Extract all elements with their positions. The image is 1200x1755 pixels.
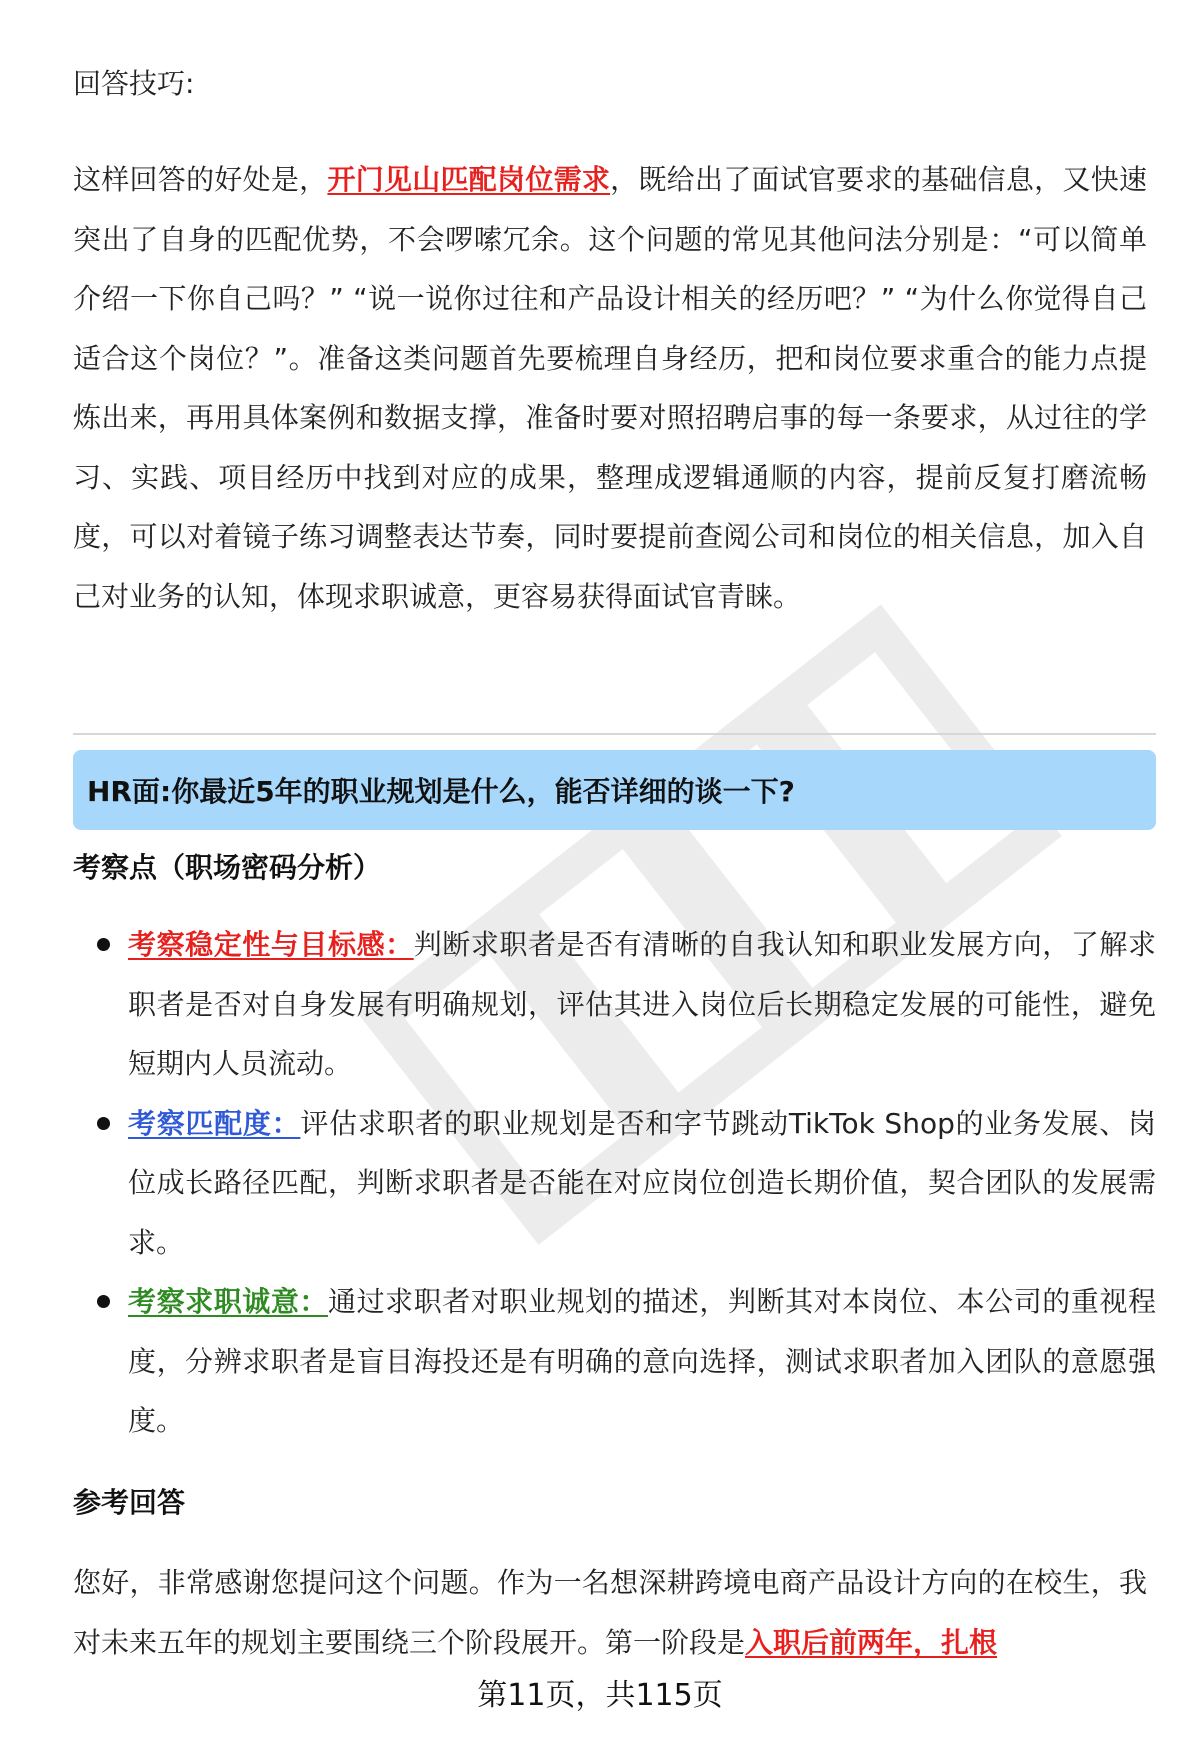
bullet-icon (97, 1295, 110, 1308)
page-number: 第11页，共115页 (477, 1678, 723, 1713)
question-banner (73, 750, 1156, 830)
bullet-icon (97, 1117, 110, 1130)
exam-point-text: 判断求职者是否有清晰的自我认知和职业发展方向，了解求职者是否对自身发展有明确规划，评估其进入岗位后长期稳定发展的可能性，避免短期内人员流动。 (128, 928, 1156, 1080)
bullet-icon (97, 938, 110, 951)
section-divider (73, 733, 1156, 735)
paragraph-rest: ，既给出了面试官要求的基础信息，又快速突出了自身的匹配优势，不会啰嗦冗余。这个问题的常见其他问法分别是：“可以简单介绍一下你自己吗？” “说一说你过往和产品设计相关的经历吧？” “为什么你觉得自己适合这个岗位？”。准备这类问题首先要梳理自身经历，把和岗位要求重合的能力点提炼出来，再用具体案例和数据支撑，准备时要对照招聘启事的每一条要求，从过往的学习、实践、项目经历中找到对应的成果，整理成逻辑通顺的内容，提前反复打磨流畅度，可以对着镜子练习调整表达节奏，同时要提前查阅公司和岗位的相关信息，加入自己对业务的认知，体现求职诚意，更容易获得面试官青睐。 (73, 163, 1147, 613)
exam-point-text: 评估求职者的职业规划是否和字节跳动TikTok Shop的业务发展、岗位成长路径匹配，判断求职者是否能在对应岗位创造长期价值，契合团队的发展需求。 (128, 1106, 1156, 1259)
exam-point-label: 考察求职诚意： (128, 1285, 328, 1318)
answer-tips-paragraph (73, 150, 1147, 626)
list-item (73, 915, 1156, 1094)
highlight-match-requirements: 开门见山匹配岗位需求 (327, 163, 611, 196)
answer-tips-label: 回答技巧: (73, 67, 195, 100)
exam-points-heading: 考察点（职场密码分析） (73, 851, 382, 884)
highlight-first-two-years: 入职后前两年，扎根 (745, 1625, 998, 1659)
list-item (73, 1272, 1156, 1451)
exam-point-label: 考察稳定性与目标感： (128, 928, 414, 961)
paragraph-lead: 您好，非常感谢您提问这个问题。作为一名想深耕跨境电商产品设计方向的在校生，我对未来五年的规划主要围绕三个阶段展开。第一阶段是 (73, 1566, 1147, 1659)
reference-answer-paragraph (73, 1553, 1147, 1672)
reference-answer-heading: 参考回答 (73, 1486, 186, 1519)
exam-point-text: 通过求职者对职业规划的描述，判断其对本岗位、本公司的重视程度，分辨求职者是盲目海投还是有明确的意向选择，测试求职者加入团队的意愿强度。 (128, 1285, 1156, 1437)
list-item (73, 1094, 1156, 1273)
paragraph-lead: 这样回答的好处是， (73, 163, 328, 196)
question-text: HR面:你最近5年的职业规划是什么，能否详细的谈一下? (87, 775, 795, 808)
exam-points-list (73, 915, 1156, 1451)
exam-point-label: 考察匹配度： (128, 1106, 301, 1140)
